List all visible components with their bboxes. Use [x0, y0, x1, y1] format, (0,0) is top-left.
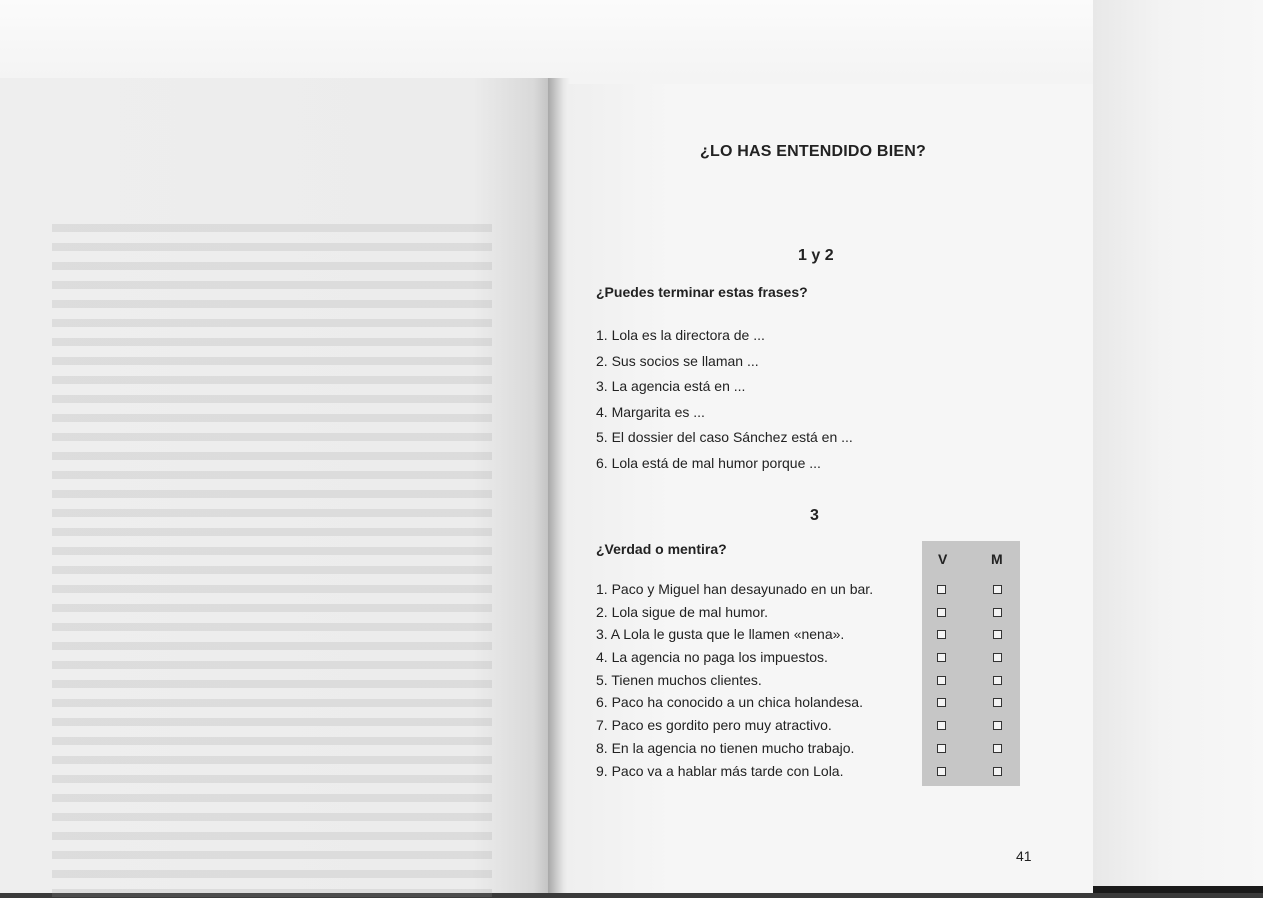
statement-text: 8. En la agencia no tienen mucho trabajo.	[596, 739, 855, 756]
statement-text: 9. Paco va a hablar más tarde con Lola.	[596, 762, 844, 779]
column-header-mentira: M	[991, 551, 1003, 567]
checkbox-v[interactable]	[937, 653, 946, 662]
page-title: ¿LO HAS ENTENDIDO BIEN?	[700, 143, 926, 160]
checkbox-m[interactable]	[993, 608, 1002, 617]
checkbox-m[interactable]	[993, 721, 1002, 730]
question-complete-sentences: ¿Puedes terminar estas frases?	[596, 284, 808, 300]
question-true-false: ¿Verdad o mentira?	[596, 541, 727, 557]
checkbox-v[interactable]	[937, 630, 946, 639]
list-item	[596, 669, 873, 692]
sentence-list	[596, 323, 853, 477]
statement-text: 5. Tienen muchos clientes.	[596, 671, 762, 688]
list-item: 4. Margarita es ...	[596, 403, 705, 420]
checkbox-m[interactable]	[993, 676, 1002, 685]
list-item: 6. Lola está de mal humor porque ...	[596, 454, 821, 471]
checkbox-m[interactable]	[993, 585, 1002, 594]
list-item	[596, 760, 873, 783]
checkbox-v[interactable]	[937, 608, 946, 617]
list-item	[596, 646, 873, 669]
checkbox-v[interactable]	[937, 767, 946, 776]
checkbox-m[interactable]	[993, 630, 1002, 639]
checkbox-m[interactable]	[993, 744, 1002, 753]
list-item	[596, 623, 873, 646]
list-item	[596, 601, 873, 624]
list-item: 2. Sus socios se llaman ...	[596, 352, 759, 369]
list-item	[596, 714, 873, 737]
checkbox-v[interactable]	[937, 744, 946, 753]
list-item	[596, 578, 873, 601]
true-false-list	[596, 578, 873, 782]
list-item	[596, 691, 873, 714]
page-number: 41	[1016, 848, 1032, 864]
section-heading-3: 3	[810, 507, 819, 524]
checkbox-v[interactable]	[937, 676, 946, 685]
statement-text: 2. Lola sigue de mal humor.	[596, 603, 768, 620]
list-item: 1. Lola es la directora de ...	[596, 327, 765, 343]
statement-text: 7. Paco es gordito pero muy atractivo.	[596, 717, 832, 734]
checkbox-m[interactable]	[993, 653, 1002, 662]
section-heading-1: 1 y 2	[798, 247, 834, 264]
list-item: 5. El dossier del caso Sánchez está en ...	[596, 429, 853, 446]
statement-text: 6. Paco ha conocido a un chica holandesa.	[596, 694, 863, 711]
checkbox-v[interactable]	[937, 698, 946, 707]
statement-text: 4. La agencia no paga los impuestos.	[596, 649, 828, 666]
statement-text: 1. Paco y Miguel han desayunado en un bar.	[596, 581, 874, 597]
checkbox-v[interactable]	[937, 721, 946, 730]
statement-text: 3. A Lola le gusta que le llamen «nena».	[596, 626, 845, 643]
list-item: 3. La agencia está en ...	[596, 378, 746, 395]
checkbox-v[interactable]	[937, 585, 946, 594]
checkbox-m[interactable]	[993, 698, 1002, 707]
list-item	[596, 737, 873, 760]
checkbox-m[interactable]	[993, 767, 1002, 776]
column-header-verdad: V	[938, 551, 948, 567]
